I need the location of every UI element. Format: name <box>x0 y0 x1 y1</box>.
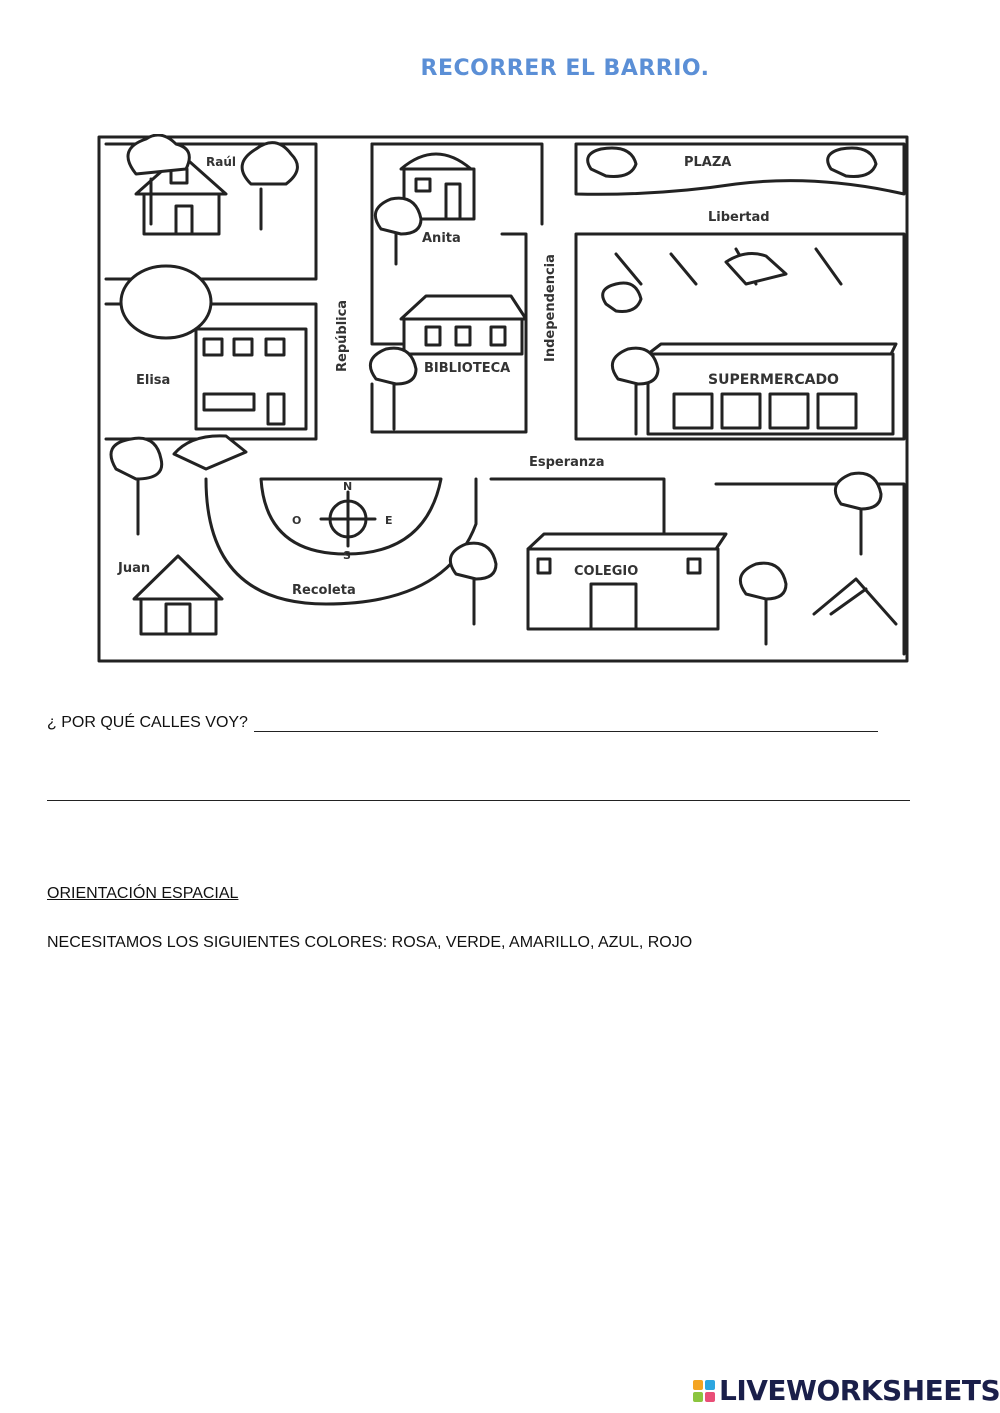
label-plaza: PLAZA <box>684 155 732 170</box>
compass-n: N <box>343 480 353 493</box>
street-republica: República <box>335 299 350 372</box>
label-juan: Juan <box>118 561 151 576</box>
street-independencia: Independencia <box>543 254 558 362</box>
page-title: RECORRER EL BARRIO. <box>420 56 710 81</box>
label-colegio: COLEGIO <box>574 564 639 579</box>
liveworksheets-logo <box>693 1374 1000 1407</box>
logo-mark <box>693 1380 715 1402</box>
label-supermercado: SUPERMERCADO <box>708 372 839 388</box>
compass-s: S <box>343 549 351 562</box>
building-elisa <box>196 329 306 429</box>
building-biblioteca <box>401 296 526 354</box>
answer-line-2[interactable] <box>47 800 910 801</box>
label-anita: Anita <box>422 231 461 246</box>
park-slide <box>814 579 896 624</box>
compass-e: E <box>385 514 393 527</box>
street-libertad: Libertad <box>708 210 770 225</box>
parked-car <box>726 254 786 284</box>
label-raul: Raúl <box>206 155 236 169</box>
building-supermercado <box>648 344 896 434</box>
moving-car <box>174 436 246 469</box>
neighborhood-map <box>96 134 910 666</box>
compass-o: O <box>292 514 302 527</box>
street-esperanza: Esperanza <box>529 455 605 470</box>
pond <box>121 266 211 338</box>
logo-text: LIVEWORKSHEETS <box>719 1374 1000 1407</box>
block-park <box>716 484 904 654</box>
compass-rose <box>321 492 375 546</box>
question-streets <box>47 714 878 732</box>
instructions-text: NECESITAMOS LOS SIGUIENTES COLORES: ROSA, VERDE, AMARILLO, AZUL, ROJO <box>47 934 693 951</box>
answer-line-1[interactable] <box>254 717 878 732</box>
street-recoleta: Recoleta <box>292 583 356 598</box>
label-elisa: Elisa <box>136 373 171 388</box>
section-heading: ORIENTACIÓN ESPACIAL <box>47 885 239 902</box>
building-colegio <box>528 534 726 629</box>
question-text: ¿ POR QUÉ CALLES VOY? <box>47 714 248 731</box>
label-biblioteca: BIBLIOTECA <box>424 361 511 376</box>
